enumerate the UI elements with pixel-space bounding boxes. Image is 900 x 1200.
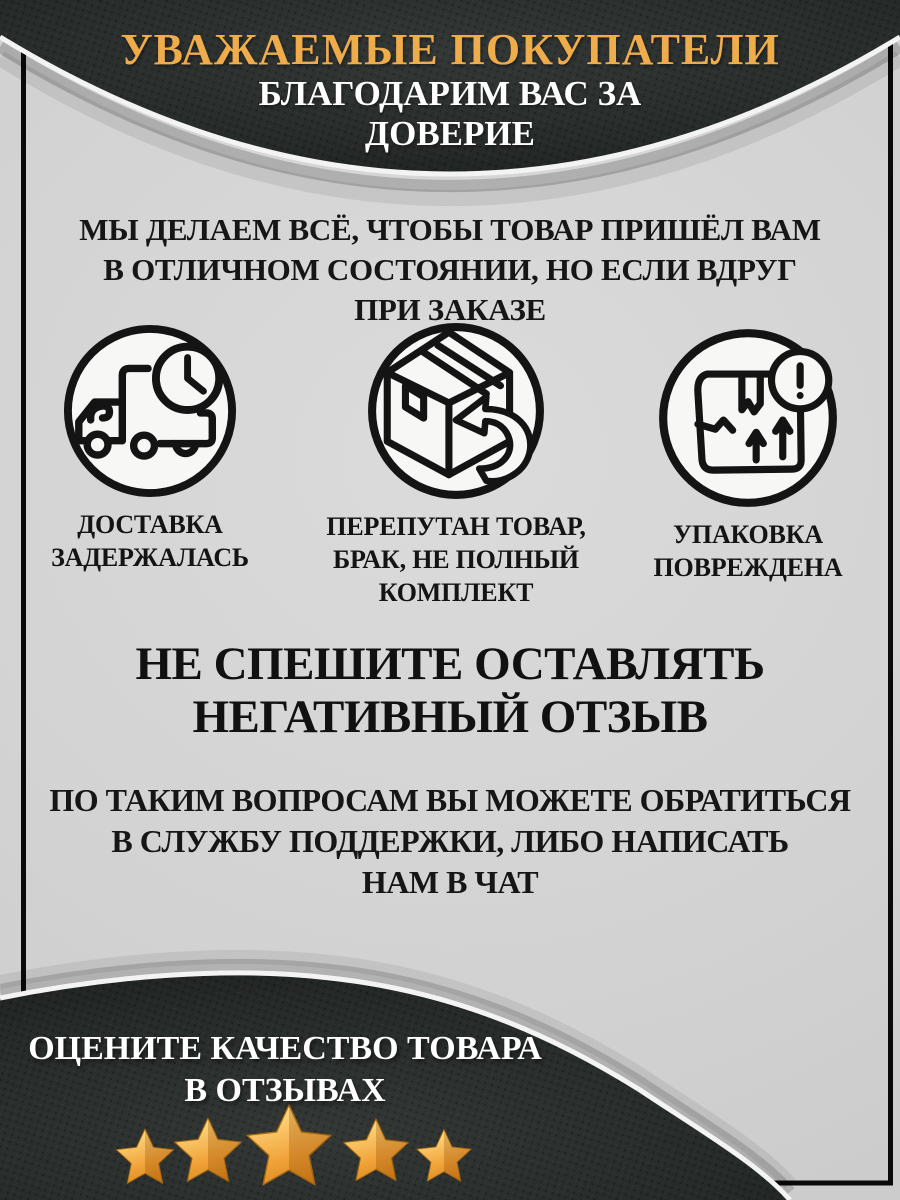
- support-line: ПО ТАКИМ ВОПРОСАМ ВЫ МОЖЕТЕ ОБРАТИТЬСЯ: [49, 782, 851, 818]
- issue-damaged-package: [598, 326, 898, 584]
- header-subtitle: [220, 74, 680, 154]
- intro-line: В ОТЛИЧНОМ СОСТОЯНИИ, НО ЕСЛИ ВДРУГ: [103, 252, 797, 287]
- issue-label: ДОСТАВКА ЗАДЕРЖАЛАСЬ: [51, 510, 249, 572]
- headline-line: НЕГАТИВНЫЙ ОТЗЫВ: [192, 691, 708, 743]
- support-line: НАМ В ЧАТ: [361, 864, 539, 900]
- support-line: В СЛУЖБУ ПОДДЕРЖКИ, ЛИБО НАПИСАТЬ: [111, 823, 789, 859]
- header-subtitle-line: БЛАГОДАРИМ ВАС ЗА: [258, 74, 642, 113]
- issue-label: ПЕРЕПУТАН ТОВАР, БРАК, НЕ ПОЛНЫЙ КОМПЛЕКТ: [326, 512, 586, 607]
- issue-delivery-delayed: [0, 322, 300, 574]
- header-title: УВАЖАЕМЫЕ ПОКУПАТЕЛИ: [120, 25, 780, 74]
- intro-line: ПРИ ЗАКАЗЕ: [354, 292, 546, 327]
- intro-line: МЫ ДЕЛАЕМ ВСЁ, ЧТОБЫ ТОВАР ПРИШЁЛ ВАМ: [79, 212, 821, 247]
- intro-paragraph: [50, 210, 850, 330]
- header-subtitle-line: ДОВЕРИЕ: [365, 114, 535, 153]
- headline-line: НЕ СПЕШИТЕ ОСТАВЛЯТЬ: [135, 638, 765, 690]
- issue-label: УПАКОВКА ПОВРЕЖДЕНА: [653, 520, 843, 582]
- footer-cta-line: ОЦЕНИТЕ КАЧЕСТВО ТОВАРА: [28, 1030, 542, 1067]
- wrong-item-box-return-icon: [365, 320, 547, 502]
- support-paragraph: [40, 780, 860, 903]
- footer-cta: [10, 1028, 560, 1112]
- delivery-delayed-truck-clock-icon: [61, 322, 239, 500]
- damaged-package-icon: [656, 326, 840, 510]
- issue-wrong-item: [306, 320, 606, 609]
- footer-cta-line: В ОТЗЫВАХ: [184, 1072, 386, 1109]
- main-headline: [50, 638, 850, 744]
